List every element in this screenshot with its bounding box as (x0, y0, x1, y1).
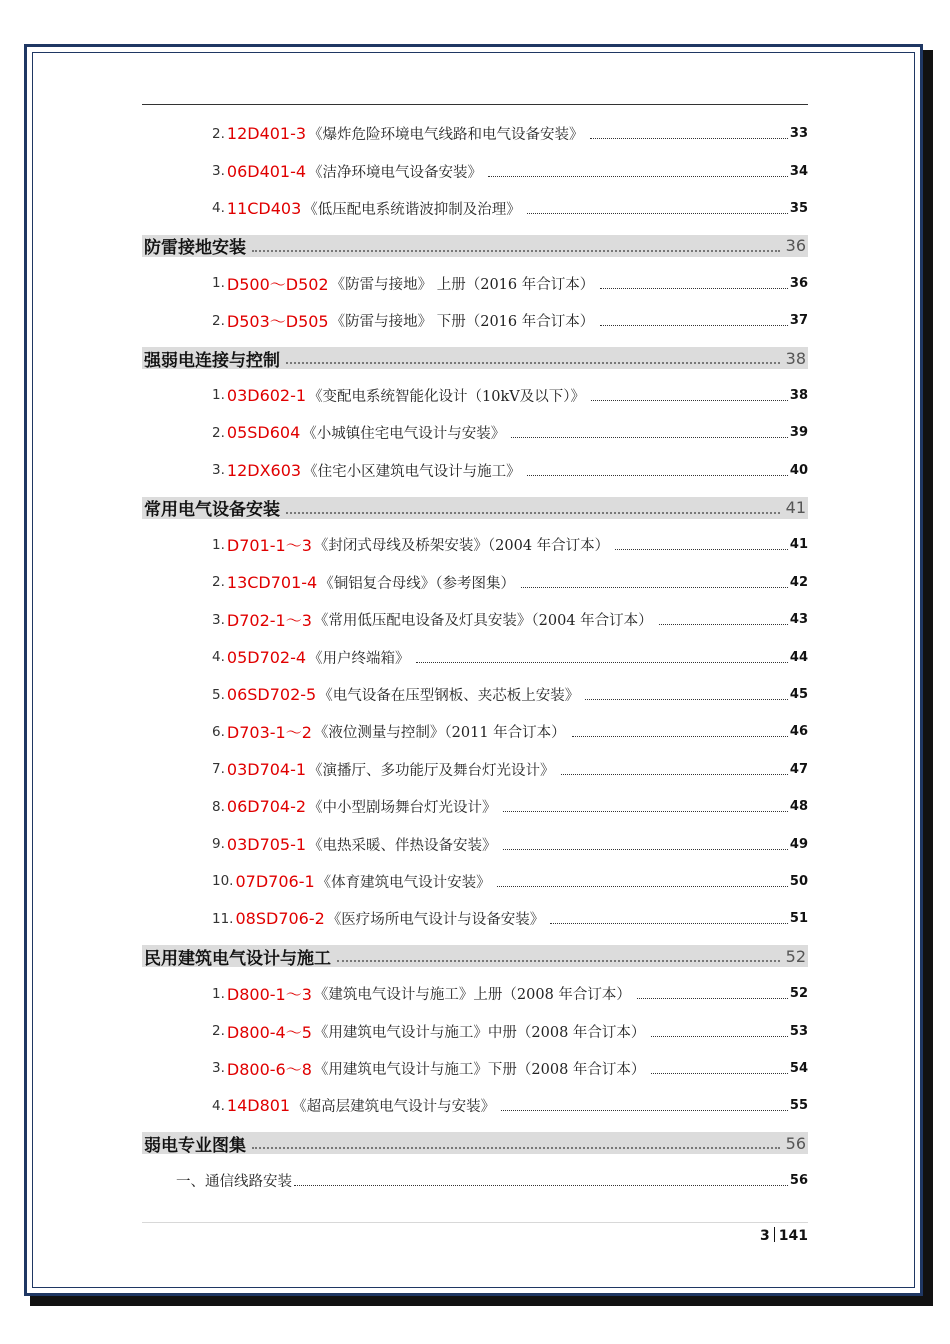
page-number: 37 (789, 313, 808, 329)
entry-title: 《防雷与接地》 上册（2016 年合订本） (330, 276, 595, 293)
entry-number: 1. (212, 275, 225, 292)
toc-entry[interactable] (142, 1050, 808, 1087)
page-number: 53 (789, 1023, 808, 1039)
entry-number: 1. (212, 536, 225, 553)
toc-entry[interactable] (142, 601, 808, 638)
dot-leader (659, 624, 788, 625)
toc-entry[interactable] (142, 751, 808, 788)
subsection-title: 一、通信线路安装 (176, 1174, 292, 1191)
standard-code: 05D702-4 (226, 647, 307, 667)
dot-leader (294, 1185, 788, 1186)
entry-title: 《建筑电气设计与施工》上册（2008 年合订本） (313, 987, 631, 1004)
dot-leader (521, 587, 788, 588)
entry-number: 2. (212, 574, 225, 591)
toc-entry[interactable] (142, 638, 808, 675)
entry-title: 《防雷与接地》 下册（2016 年合订本） (330, 314, 595, 331)
entry-title: 《洁净环境电气设备安装》 (308, 164, 483, 181)
page-number: 47 (789, 761, 808, 777)
dot-leader (585, 699, 788, 700)
entry-title: 《中小型剧场舞台灯光设计》 (308, 800, 497, 817)
entry-number: 1. (212, 985, 225, 1002)
dot-leader (651, 1036, 788, 1037)
toc-entry[interactable] (142, 564, 808, 601)
page-number: 42 (789, 574, 808, 590)
standard-code: D800-6～8 (226, 1059, 312, 1079)
toc-entry[interactable] (142, 377, 808, 414)
dot-leader (590, 138, 788, 139)
toc-entry[interactable] (142, 863, 808, 900)
entry-title: 《体育建筑电气设计安装》 (316, 874, 491, 891)
standard-code: 03D705-1 (226, 834, 307, 854)
dot-leader (503, 849, 788, 850)
entry-number: 3. (212, 1060, 225, 1077)
entry-number: 3. (212, 462, 225, 479)
standard-code: 12D401-3 (226, 124, 307, 144)
dot-leader (550, 923, 788, 924)
page-number: 46 (789, 724, 808, 740)
entry-number: 5. (212, 686, 225, 703)
dot-leader (416, 662, 788, 663)
standard-code: 03D704-1 (226, 759, 307, 779)
header-rule (142, 104, 808, 105)
page-number: 38 (789, 387, 808, 403)
entry-title: 《封闭式母线及桥架安装》（2004 年合订本） (313, 538, 610, 555)
toc-entry[interactable] (142, 676, 808, 713)
footer-page-number: 3 (760, 1228, 770, 1244)
entry-title: 《爆炸危险环境电气线路和电气设备安装》 (308, 127, 584, 144)
entry-title: 《演播厅、多功能厅及舞台灯光设计》 (308, 762, 555, 779)
entry-number: 7. (212, 761, 225, 778)
standard-code: 07D706-1 (235, 871, 315, 891)
toc-entry[interactable] (142, 1087, 808, 1124)
dot-leader (600, 325, 788, 326)
entry-number: 4. (212, 200, 225, 217)
dot-leader (637, 998, 788, 999)
dot-leader (527, 213, 788, 214)
dot-leader (337, 960, 780, 962)
page-number: 43 (789, 612, 808, 628)
entry-number: 3. (212, 611, 225, 628)
section-title: 民用建筑电气设计与施工 (144, 948, 331, 969)
entry-title: 《电热采暖、伴热设备安装》 (308, 837, 497, 854)
entry-number: 3. (212, 163, 225, 180)
footer-total-pages: 141 (778, 1228, 808, 1244)
entry-title: 《住宅小区建筑电气设计与施工》 (303, 463, 521, 480)
table-of-contents (142, 115, 808, 1199)
standard-code: D503～D505 (226, 312, 329, 332)
page-number: 40 (789, 462, 808, 478)
entry-title: 《超高层建筑电气设计与安装》 (292, 1099, 496, 1116)
standard-code: 12DX603 (226, 460, 302, 480)
dot-leader (511, 437, 788, 438)
toc-section-heading[interactable] (142, 235, 808, 257)
dot-leader (286, 512, 780, 514)
entry-number: 10. (212, 873, 234, 890)
entry-number: 1. (212, 387, 225, 404)
page-number: 41 (789, 537, 808, 553)
dot-leader (615, 549, 788, 550)
standard-code: D800-1～3 (226, 985, 312, 1005)
entry-number: 2. (212, 1023, 225, 1039)
footer-rule (142, 1222, 808, 1223)
page-number: 35 (789, 200, 808, 216)
entry-title: 《液位测量与控制》（2011 年合订本） (313, 725, 566, 742)
toc-entry[interactable] (142, 451, 808, 488)
page-number: 33 (789, 126, 808, 142)
entry-number: 8. (212, 798, 225, 815)
page-number: 39 (789, 425, 808, 441)
standard-code: 06SD702-5 (226, 685, 317, 704)
entry-number: 9. (212, 836, 225, 853)
section-title: 常用电气设备安装 (144, 500, 280, 521)
entry-title: 《变配电系统智能化设计（10kV及以下）》 (308, 388, 586, 405)
page-number: 45 (789, 687, 808, 702)
standard-code: 06D401-4 (226, 161, 307, 181)
entry-title: 《用建筑电气设计与施工》中册（2008 年合订本） (313, 1024, 646, 1041)
standard-code: 14D801 (226, 1096, 291, 1116)
dot-leader (252, 250, 780, 252)
dot-leader (651, 1073, 788, 1074)
page-number: 34 (789, 163, 808, 179)
page-number: 50 (789, 873, 808, 889)
dot-leader (286, 362, 780, 364)
section-title: 防雷接地安装 (144, 238, 246, 259)
standard-code: 05SD604 (226, 423, 301, 443)
entry-title: 《用建筑电气设计与施工》下册（2008 年合订本） (313, 1061, 646, 1078)
standard-code: 03D602-1 (226, 385, 307, 405)
toc-entry[interactable] (142, 825, 808, 862)
entry-number: 11. (212, 910, 234, 927)
standard-code: 08SD706-2 (235, 909, 325, 929)
toc-entry[interactable] (142, 900, 808, 937)
standard-code: 11CD403 (226, 198, 302, 218)
entry-title: 《电气设备在压型钢板、夹芯板上安装》 (318, 688, 580, 704)
dot-leader (503, 811, 788, 812)
page-number: 56 (789, 1173, 808, 1189)
dot-leader (527, 475, 788, 476)
toc-entry[interactable] (142, 414, 808, 451)
section-title: 强弱电连接与控制 (144, 350, 280, 371)
section-title: 弱电专业图集 (144, 1135, 246, 1156)
entry-title: 《用户终端箱》 (308, 650, 410, 667)
toc-entry[interactable] (142, 1012, 808, 1049)
entry-number: 4. (212, 1097, 225, 1114)
page-number: 56 (785, 1133, 806, 1153)
toc-section-heading[interactable] (142, 1132, 808, 1154)
entry-title: 《医疗场所电气设计与设备安装》 (326, 912, 545, 929)
entry-number: 2. (212, 125, 225, 142)
toc-section-heading[interactable] (142, 945, 808, 967)
page-number: 44 (789, 649, 808, 665)
toc-entry[interactable] (142, 788, 808, 825)
standard-code: D701-1～3 (226, 536, 312, 556)
page-number: 54 (789, 1060, 808, 1076)
standard-code: 13CD701-4 (226, 572, 318, 592)
standard-code: 06D704-2 (226, 797, 307, 817)
page-number: 41 (785, 498, 806, 518)
entry-number: 4. (212, 649, 225, 666)
dot-leader (600, 288, 788, 289)
entry-title: 《低压配电系统谐波抑制及治理》 (303, 201, 521, 218)
page-number: 55 (789, 1098, 808, 1114)
dot-leader (561, 774, 788, 775)
toc-subsection[interactable] (142, 1162, 808, 1199)
entry-number: 2. (212, 312, 225, 329)
dot-leader (497, 886, 788, 887)
entry-title: 《小城镇住宅电气设计与安装》 (302, 426, 506, 443)
toc-entry[interactable] (142, 190, 808, 227)
dot-leader (501, 1110, 788, 1111)
entry-number: 6. (212, 723, 225, 740)
toc-section-heading[interactable] (142, 497, 808, 519)
dot-leader (252, 1147, 780, 1149)
standard-code: D703-1～2 (226, 723, 312, 743)
standard-code: D800-4～5 (226, 1022, 312, 1042)
toc-entry[interactable] (142, 975, 808, 1012)
toc-entry[interactable] (142, 265, 808, 302)
page-number: 49 (789, 836, 808, 852)
entry-title: 《铜铝复合母线》（参考图集） (319, 575, 515, 592)
toc-entry[interactable] (142, 713, 808, 750)
page-footer (760, 1227, 808, 1244)
standard-code: D702-1～3 (226, 611, 312, 631)
page-number: 36 (785, 236, 806, 256)
footer-separator (774, 1227, 775, 1242)
toc-entry[interactable] (142, 152, 808, 189)
page-number: 52 (785, 946, 806, 966)
dot-leader (488, 176, 788, 177)
entry-number: 2. (212, 424, 225, 441)
entry-title: 《常用低压配电设备及灯具安装》（2004 年合订本） (313, 613, 653, 630)
page-number: 51 (789, 911, 808, 927)
page-number: 48 (789, 799, 808, 815)
page-number: 38 (785, 348, 806, 368)
toc-entry[interactable] (142, 115, 808, 152)
dot-leader (591, 400, 788, 401)
toc-entry[interactable] (142, 526, 808, 563)
page-number: 36 (789, 275, 808, 291)
page-number: 52 (789, 986, 808, 1002)
document-page (142, 0, 808, 1344)
toc-entry[interactable] (142, 302, 808, 339)
standard-code: D500～D502 (226, 274, 329, 294)
dot-leader (572, 736, 788, 737)
toc-section-heading[interactable] (142, 347, 808, 369)
